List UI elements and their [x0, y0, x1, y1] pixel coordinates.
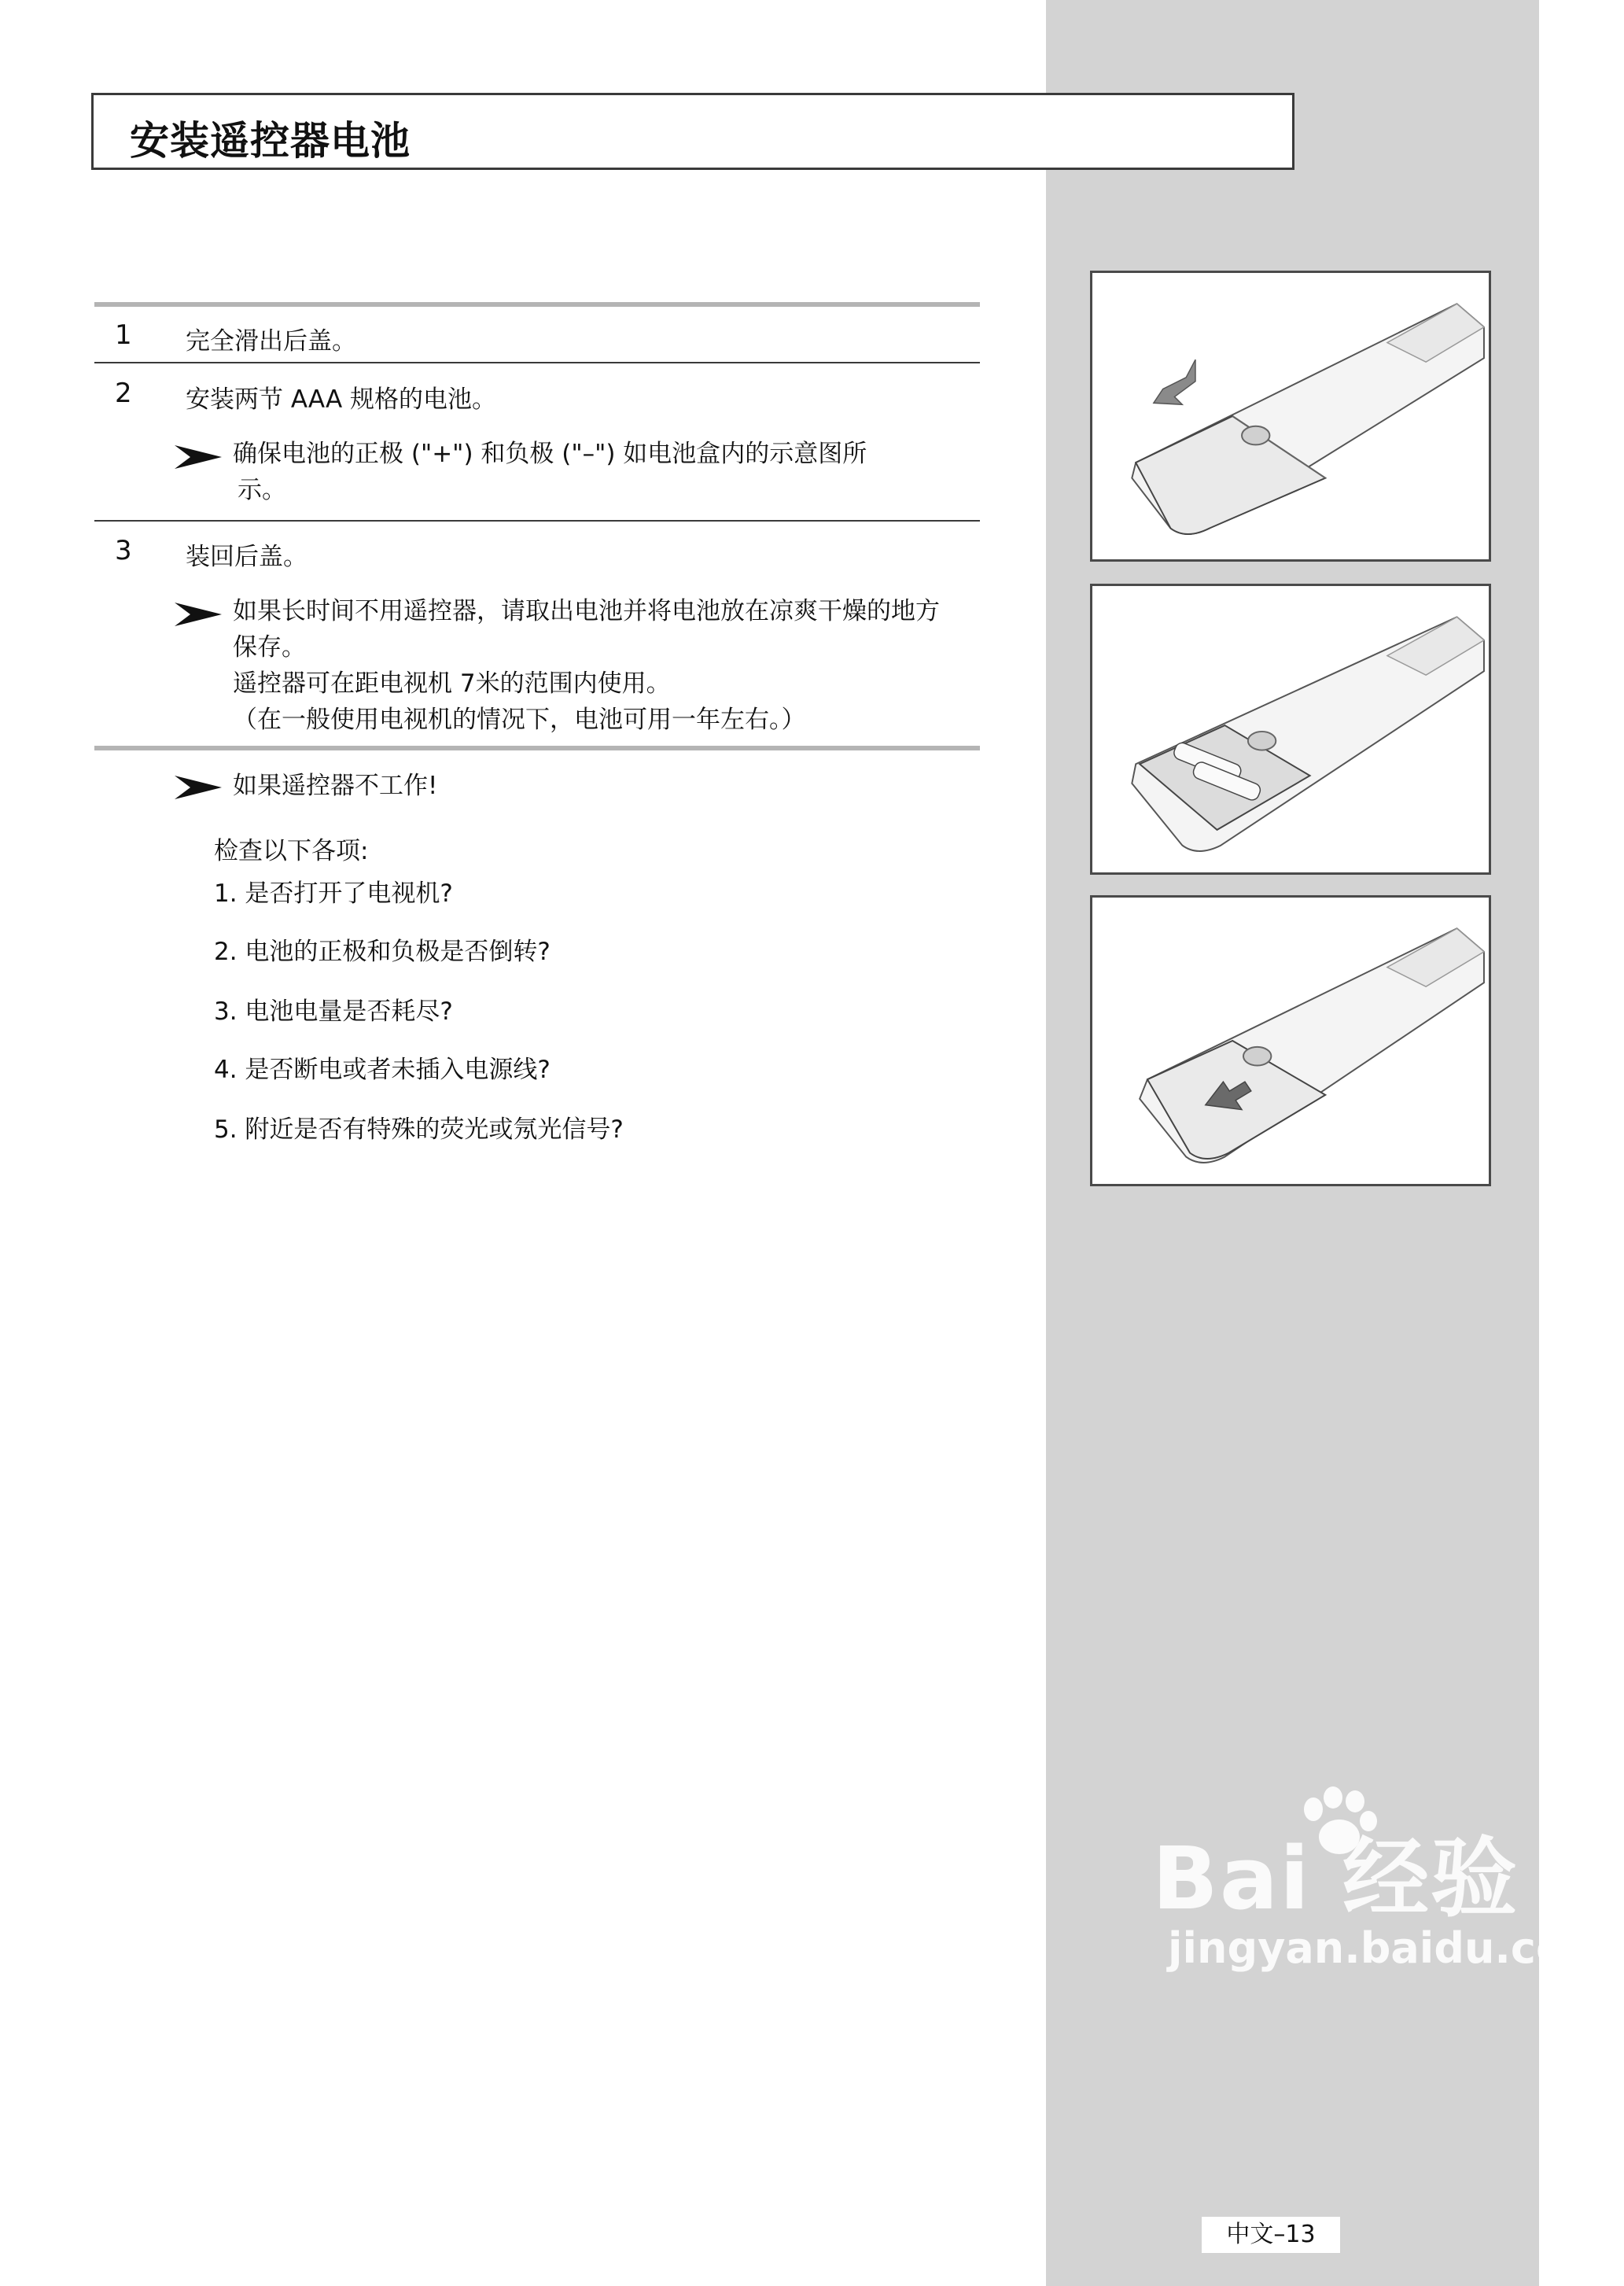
remote-batteries-illustration	[1092, 586, 1489, 872]
watermark-url: jingyan.baidu.com	[1168, 1923, 1610, 1973]
check-item: 1. 是否打开了电视机?	[214, 879, 453, 908]
note-text	[233, 436, 867, 508]
note-line: （在一般使用电视机的情况下，电池可用一年左右。）	[233, 706, 806, 734]
check-item: 5. 附近是否有特殊的荧光或氖光信号?	[214, 1115, 624, 1144]
step-number: 3	[115, 535, 132, 566]
figure-close-cover	[1090, 895, 1491, 1186]
check-item: 2. 电池的正极和负极是否倒转?	[214, 938, 551, 966]
note-arrow-icon	[173, 444, 223, 470]
step-divider-1	[94, 362, 980, 363]
check-item: 3. 电池电量是否耗尽?	[214, 997, 453, 1026]
page-title: 安装遥控器电池	[130, 118, 411, 164]
note-line: 保存。	[233, 633, 306, 662]
step-number: 2	[115, 378, 132, 409]
figure-insert-batteries	[1090, 584, 1491, 875]
step-divider-2	[94, 520, 980, 522]
baidu-watermark	[1152, 1786, 1610, 1990]
note-text	[233, 593, 940, 738]
note-line: 确保电池的正极 ("+") 和负极 ("–") 如电池盒内的示意图所	[233, 440, 867, 468]
step-text: 安装两节 AAA 规格的电池。	[186, 385, 497, 414]
step-number: 1	[115, 319, 132, 351]
page-number: 中文–13	[1202, 2217, 1340, 2253]
section-rule-bottom	[94, 746, 980, 750]
note-line: 遥控器可在距电视机 7米的范围内使用。	[233, 669, 671, 698]
note-line: 如果长时间不用遥控器，请取出电池并将电池放在凉爽干燥的地方	[233, 597, 940, 625]
check-item: 4. 是否断电或者未插入电源线?	[214, 1056, 551, 1084]
note-arrow-icon	[173, 774, 223, 801]
figure-open-cover	[1090, 271, 1491, 562]
section-rule-top	[94, 302, 980, 307]
remote-slide-cover-illustration	[1092, 273, 1489, 559]
watermark-main: Bai 经验	[1152, 1828, 1519, 1929]
check-intro: 检查以下各项:	[214, 837, 369, 865]
note-line: 示。	[238, 476, 286, 504]
remote-close-cover-illustration	[1092, 898, 1489, 1184]
trouble-heading: 如果遥控器不工作!	[233, 772, 438, 800]
note-arrow-icon	[173, 601, 223, 628]
step-text: 装回后盖。	[186, 543, 307, 571]
step-text: 完全滑出后盖。	[186, 327, 356, 356]
title-box	[91, 93, 1294, 170]
